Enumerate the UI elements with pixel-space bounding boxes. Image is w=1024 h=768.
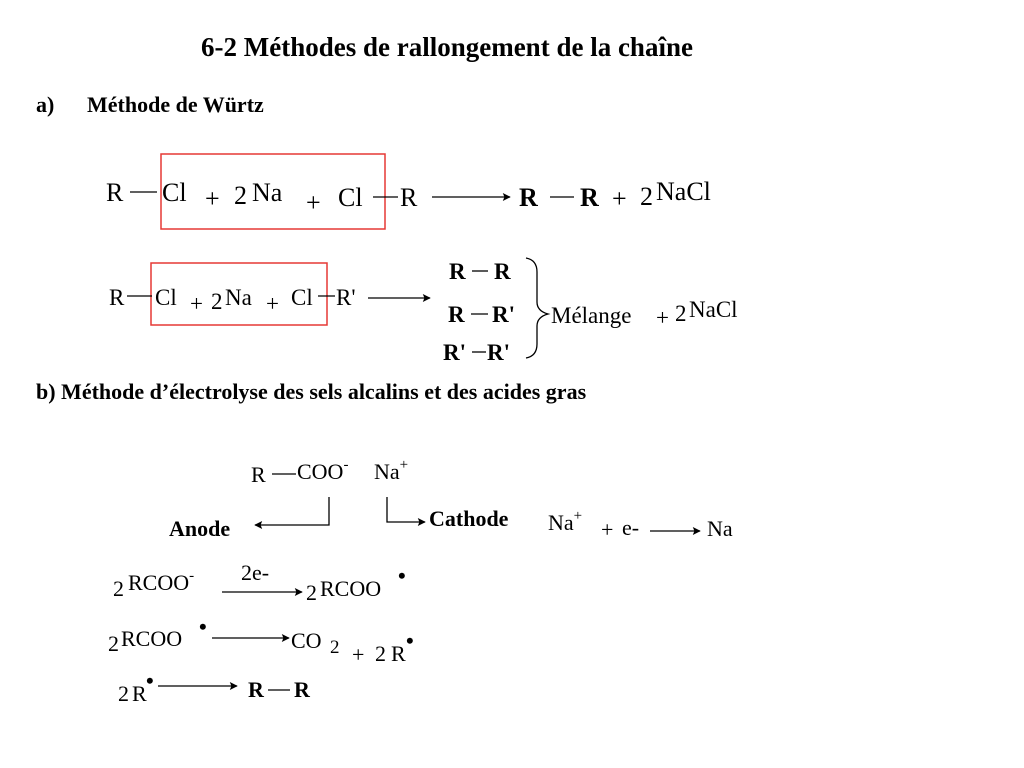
r1-coef2: 2	[640, 182, 653, 211]
r2-product-2a: R	[448, 302, 465, 327]
r1-coef: 2	[234, 181, 247, 210]
r2-r: R	[109, 285, 125, 310]
s1-minus-charge: -	[189, 568, 195, 584]
product-brace	[526, 258, 548, 358]
page-title: 6-2 Méthodes de rallongement de la chaîne	[201, 32, 693, 62]
s1-coef2: 2	[306, 580, 317, 605]
s2-radical-r: R	[391, 641, 406, 666]
s2-plus: +	[352, 642, 365, 667]
cathode-label: Cathode	[429, 506, 509, 531]
salt-minus-charge: -	[343, 457, 349, 473]
r1-plus2: +	[306, 188, 321, 217]
section-a-label: Méthode de Würtz	[87, 92, 264, 117]
r2-na: Na	[225, 285, 252, 310]
r2-product-1a: R	[449, 259, 466, 284]
cathode-na-ion: Na+	[548, 508, 583, 535]
r2-coef2: 2	[675, 301, 687, 326]
r1-r2: R	[400, 183, 418, 212]
s3-product-b: R	[294, 677, 310, 702]
r1-nacl: NaCl	[656, 177, 711, 206]
r2-cl: Cl	[155, 285, 177, 310]
r2-plus: +	[190, 291, 203, 316]
r2-product-3a: R'	[443, 340, 466, 365]
s3-product-a: R	[248, 677, 264, 702]
section-a-marker: a)	[36, 92, 55, 117]
s1-coef: 2	[113, 576, 124, 601]
s2-subscript: 2	[330, 637, 340, 658]
r2-coef: 2	[211, 289, 223, 314]
r2-product-3b: R'	[487, 340, 510, 365]
s2-radical-dot-2: •	[406, 628, 414, 653]
section-b-label: b) Méthode d’électrolyse des sels alcalins et des acides gras	[36, 379, 587, 404]
s3-radical-dot: •	[146, 668, 154, 693]
salt-na: Na+	[374, 457, 409, 484]
r1-r: R	[106, 178, 124, 207]
cathode-electron: e-	[622, 515, 640, 540]
s1-radical-dot: •	[398, 563, 406, 588]
r1-cl2: Cl	[338, 183, 363, 212]
r2-plus3: +	[656, 305, 669, 330]
r2-r-prime: R'	[336, 285, 356, 310]
salt-coo: COO-	[297, 457, 349, 484]
salt-plus-charge: +	[399, 457, 409, 473]
s1-electrons: 2e-	[241, 560, 270, 585]
s2-coef2: 2	[375, 641, 386, 666]
r2-cl2: Cl	[291, 285, 313, 310]
cathode-arrow	[387, 497, 425, 522]
r1-product-r1: R	[519, 183, 538, 212]
r2-product-1b: R	[494, 259, 511, 284]
r2-product-2b: R'	[492, 302, 515, 327]
r2-melange: Mélange	[551, 303, 632, 328]
s1-rcoo: RCOO-	[128, 568, 195, 595]
r1-na: Na	[252, 178, 283, 207]
s2-radical-dot: •	[199, 614, 207, 639]
r2-plus2: +	[266, 291, 279, 316]
r2-nacl: NaCl	[689, 297, 738, 322]
s3-r: R	[132, 681, 147, 706]
s2-co: CO	[291, 628, 322, 653]
s3-coef: 2	[118, 681, 129, 706]
r1-product-r2: R	[580, 183, 599, 212]
r1-plus: +	[205, 184, 220, 213]
anode-arrow	[255, 497, 329, 525]
r1-plus3: +	[612, 184, 627, 213]
cathode-plus: +	[601, 517, 614, 542]
r1-cl: Cl	[162, 178, 187, 207]
cathode-product: Na	[707, 516, 733, 541]
s1-product: RCOO	[320, 576, 382, 601]
s2-rcoo: RCOO	[121, 626, 183, 651]
salt-r: R	[251, 462, 266, 487]
anode-label: Anode	[169, 516, 231, 541]
cathode-plus-charge: +	[573, 508, 583, 524]
s2-coef: 2	[108, 631, 119, 656]
